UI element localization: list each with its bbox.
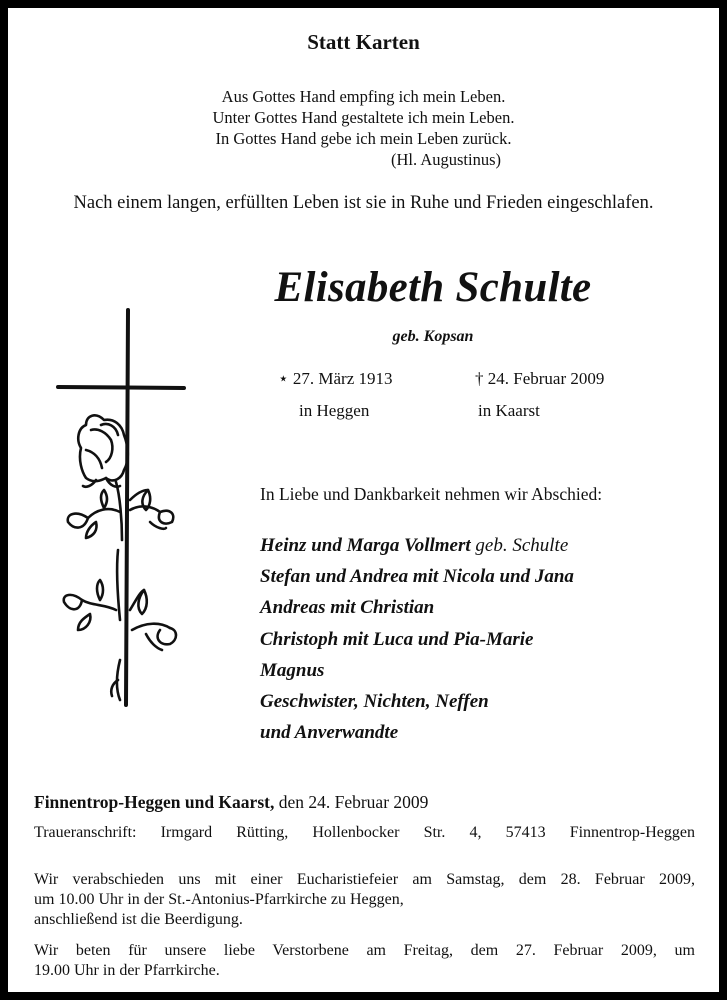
service-line: um 10.00 Uhr in der St.-Antonius-Pfarrkirche zu Heggen, [34, 891, 404, 908]
farewell-text: In Liebe und Dankbarkeit nehmen wir Abschied: [260, 484, 603, 504]
poem-attribution: (Hl. Augustinus) [391, 150, 502, 169]
mourner: Stefan und Andrea mit Nicola und Jana [260, 566, 574, 588]
intro-text: Nach einem langen, erfüllten Leben ist sie in Ruhe und Frieden eingeschlafen. [73, 193, 654, 213]
death-date: † 24. Februar 2009 [475, 369, 605, 388]
service-line: anschließend ist die Beerdigung. [34, 911, 243, 928]
poem-line: In Gottes Hand gebe ich mein Leben zurück. [215, 129, 512, 148]
mourner-name: Heinz und Marga Vollmert [260, 535, 471, 556]
mourner [260, 530, 574, 561]
heading: Statt Karten [307, 30, 420, 54]
poem-line: Aus Gottes Hand empfing ich mein Leben. [221, 87, 506, 106]
cross-with-rose-icon [56, 300, 186, 710]
poem-line: Unter Gottes Hand gestaltete ich mein Leben. [212, 108, 515, 127]
mourning-address: Traueranschrift: Irmgard Rütting, Hollenbocker Str. 4, 57413 Finnentrop-Heggen [34, 824, 695, 841]
mourner: Christoph mit Luca und Pia-Marie [260, 628, 534, 650]
mourner-suffix: geb. Schulte [470, 535, 569, 556]
place-and-date [34, 792, 428, 813]
obituary-notice [8, 8, 719, 992]
date: den 24. Februar 2009 [274, 792, 429, 812]
deceased-name: Elisabeth Schulte [274, 264, 592, 311]
mourner: Geschwister, Nichten, Neffen [260, 691, 489, 713]
birth-place: in Heggen [299, 401, 370, 420]
service-line: Wir verabschieden uns mit einer Eucharistiefeier am Samstag, dem 28. Februar 2009, [34, 871, 695, 888]
mourners-list [260, 530, 574, 748]
service-info [34, 870, 695, 930]
prayer-line: Wir beten für unsere liebe Verstorbene am Freitag, dem 27. Februar 2009, um [34, 942, 695, 959]
maiden-name: geb. Kopsan [392, 328, 474, 345]
mourner: Andreas mit Christian [260, 597, 435, 619]
mourner: Magnus [260, 659, 325, 681]
birth-date: ⋆ 27. März 1913 [278, 369, 393, 388]
prayer-line: 19.00 Uhr in der Pfarrkirche. [34, 962, 220, 979]
mourner: und Anverwandte [260, 722, 399, 744]
prayer-info [34, 941, 695, 981]
death-place: in Kaarst [478, 401, 540, 420]
place: Finnentrop-Heggen und Kaarst, [34, 792, 275, 812]
